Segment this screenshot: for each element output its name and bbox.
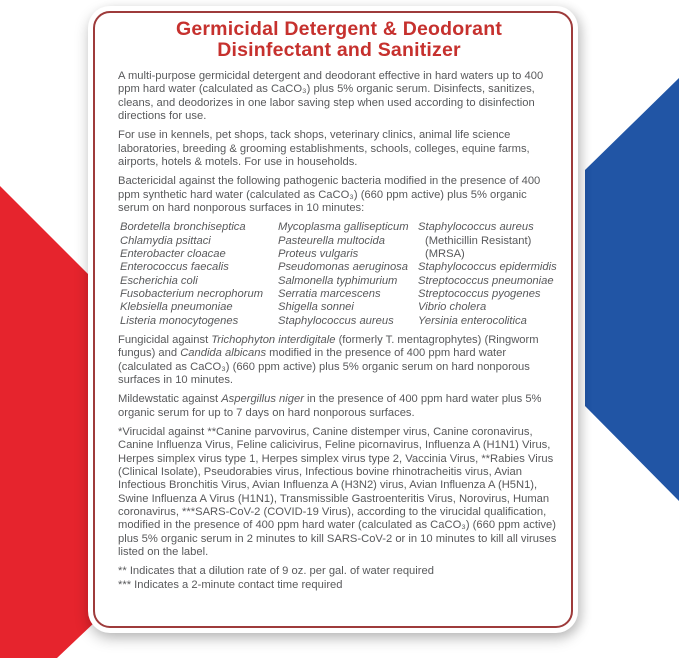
bacteria-item: Staphylococcus epidermidis bbox=[418, 261, 557, 274]
bacteria-item: Shigella sonnei bbox=[278, 301, 354, 314]
bacteria-list bbox=[118, 221, 560, 328]
bacteria-item: Streptococcus pneumoniae bbox=[418, 274, 554, 287]
virucidal-paragraph: *Virucidal against **Canine parvovirus, Canine distemper virus, Canine coronavirus, Canine Influenza Virus, Feline calicivirus, Feline picornavirus, Influenza A (H1N1) Virus, Herpes simplex virus type 1, Herpes simplex virus type 2, Vaccinia Virus, **Rabies Virus (Clinical Isolate), Pseudorabies virus, Infectious bovine rhinotracheitis virus, Avian Infectious Bronchitis Virus, Avian Influenza A (H3N2) virus, Avian Influenza A (H5N1), Swine Influenza A Virus (H1N1), Transmissible Gastroenteritis Virus, Norovirus, Human coronavirus, ***SARS-CoV-2 (COVID-19 Virus), according to the virucidal qualification, modified in the presence of 400 ppm hard water (calculated as CaCO₃) (660 ppm active) plus 5% organic serum in 2 minutes to kill SARS-CoV-2 or in 10 minutes to kill all viruses listed on the label. bbox=[118, 425, 557, 558]
bacteria-item: Klebsiella pneumoniae bbox=[120, 301, 233, 314]
bacteria-item: Salmonella typhimurium bbox=[278, 274, 398, 287]
label-title bbox=[128, 19, 550, 61]
footnote-dilution: ** Indicates that a dilution rate of 9 oz. per gal. of water required bbox=[118, 565, 434, 578]
species-name: Aspergillus niger bbox=[221, 393, 304, 406]
bacteria-item: Vibrio cholera bbox=[418, 301, 487, 314]
bacteria-item-qualifier: (Methicillin Resistant) bbox=[425, 234, 532, 247]
bacteria-item: Escherichia coli bbox=[120, 274, 198, 287]
bacteria-item: Streptococcus pyogenes bbox=[418, 288, 541, 301]
bacteria-item: Enterobacter cloacae bbox=[120, 248, 226, 261]
background-blue-ribbon bbox=[585, 0, 679, 658]
label-title-line2: Disinfectant and Sanitizer bbox=[217, 39, 461, 62]
mildewstatic-paragraph bbox=[118, 393, 560, 420]
use-sites-paragraph: For use in kennels, pet shops, tack shops, veterinary clinics, animal life science laboratories, breeding & grooming establishments, schools, colleges, equine farms, airports, hotels & motels. For use in households. bbox=[118, 129, 530, 169]
footnotes bbox=[118, 565, 560, 592]
text-segment: in the presence of 400 ppm hard water plus 5% organic serum for up to 7 days on hard nonporous surfaces. bbox=[118, 393, 542, 419]
bacteria-item: Bordetella bronchiseptica bbox=[120, 221, 246, 234]
bacteria-item: Mycoplasma gallisepticum bbox=[278, 221, 409, 234]
footnote-contact-time: *** Indicates a 2-minute contact time required bbox=[118, 578, 343, 591]
intro-paragraph: A multi-purpose germicidal detergent and deodorant effective in hard waters up to 400 ppm hard water (calculated as CaCO₃) plus 5% organic serum. Disinfects, sanitizes, cleans, and deodorizes in one labor saving step when used according to disinfection directions for use. bbox=[118, 70, 544, 123]
text-segment: modified in the presence of 400 ppm hard water (calculated as CaCO₃) (660 ppm active) plus 5% organic serum on hard nonporous surfaces in 10 minutes. bbox=[118, 347, 530, 386]
text-segment: Mildewstatic against bbox=[118, 393, 222, 406]
species-name: Trichophyton interdigitale bbox=[211, 334, 336, 346]
text-segment: (formerly T. mentagrophytes) (Ringworm fungus) and bbox=[118, 334, 539, 360]
bacteria-item: Enterococcus faecalis bbox=[120, 261, 229, 274]
bactericidal-paragraph: Bactericidal against the following pathogenic bacteria modified in the presence of 400 ppm synthetic hard water (calculated as CaCO₃) (660 ppm active) plus 5% organic serum on hard nonporous surfaces in 10 minutes: bbox=[118, 175, 541, 215]
bacteria-column-2 bbox=[278, 221, 418, 328]
bacteria-item: Listeria monocytogenes bbox=[120, 314, 239, 327]
label-card bbox=[88, 6, 578, 633]
label-content bbox=[118, 16, 560, 625]
bacteria-item: Serratia marcescens bbox=[278, 288, 381, 301]
label-title-line1: Germicidal Detergent & Deodorant bbox=[175, 18, 503, 40]
bacteria-item: Staphylococcus aureus bbox=[278, 314, 394, 327]
bacteria-item: Yersinia enterocolitica bbox=[418, 314, 527, 327]
fungicidal-paragraph bbox=[118, 334, 560, 387]
bacteria-item-qualifier: (MRSA) bbox=[425, 248, 465, 261]
bacteria-item: Fusobacterium necrophorum bbox=[120, 288, 264, 301]
bacteria-item: Pseudomonas aeruginosa bbox=[278, 261, 408, 274]
text-segment: Fungicidal against bbox=[118, 334, 212, 346]
bacteria-item: Pasteurella multocida bbox=[278, 234, 385, 247]
background-red-ribbon bbox=[0, 0, 96, 658]
bacteria-column-1 bbox=[120, 221, 278, 328]
species-name: Candida albicans bbox=[180, 347, 267, 360]
bacteria-column-3 bbox=[418, 221, 560, 328]
bacteria-item: Proteus vulgaris bbox=[278, 248, 359, 261]
bacteria-item: Chlamydia psittaci bbox=[120, 234, 211, 247]
bacteria-item: Staphylococcus aureus bbox=[418, 221, 534, 234]
